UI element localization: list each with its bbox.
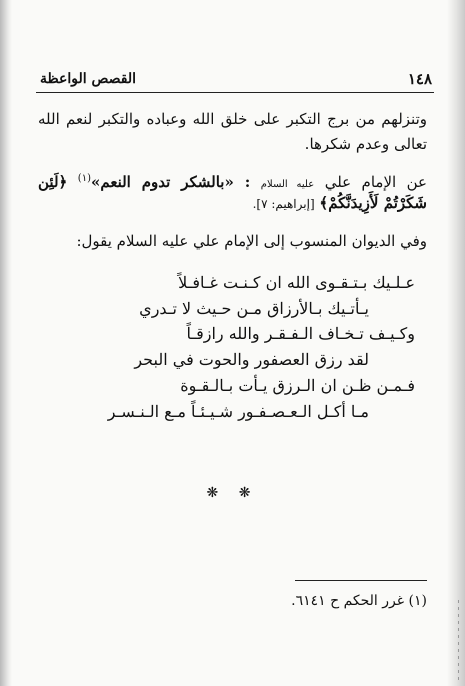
honorific-ligature: عليه السلام [260,179,315,190]
poem-verse: عـلـيك بـتـقـوى الله ان كـنـت غـافـلاً [178,273,415,292]
running-title: القصص الواعظة [40,71,137,87]
footnote-rule [295,580,427,581]
poem-verse: يـأتـيك بـالأرزاق مـن حـيث لا تـدري [139,299,369,318]
page-header [36,70,434,93]
poem-verse: فـمـن ظـن ان الـرزق يـأت بـالـقـوة [180,376,415,395]
quoted-saying: : «بالشكر تدوم النعم» [90,173,251,191]
page-gutter-shadow [0,0,12,686]
verse-start: ﴿لَئِن [38,173,68,191]
quran-verse: شَكَرْتُمْ لَأَزِيدَنَّكُمْ﴾ [319,194,427,212]
poem-intro: وفي الديوان المنسوب إلى الإمام علي عليه السلام يقول: [76,232,427,250]
paragraph-line: تعالى وعدم شكرها. [304,135,427,153]
quote-intro: عن الإمام علي [324,173,427,191]
page-edge-shadow [447,0,465,686]
footnote-marker: (١) [77,173,91,184]
paragraph-line: وتنزلهم من برج التكبر على خلق الله وعباده والتكبر لنعم الله [38,110,427,128]
section-separator: ❋ ❋ [206,485,259,501]
page-number: ١٤٨ [407,70,432,88]
poem-verse: لقد رزق العصفور والحوت في البحر [134,350,369,369]
page-edge-mark [458,600,459,680]
quote-line [253,192,427,215]
poem-verse: وكـيـف تـخـاف الـفـقـر والله رازقـاً [186,324,415,343]
footnote: (١) غرر الحكم ح ٦١٤١. [291,593,427,609]
poem-verse: مـا أكـل الـعـصـفـور شـيـئـاً مـع الـنـسـر [107,402,369,421]
verse-reference: [إبراهيم: ٧]. [252,197,315,211]
